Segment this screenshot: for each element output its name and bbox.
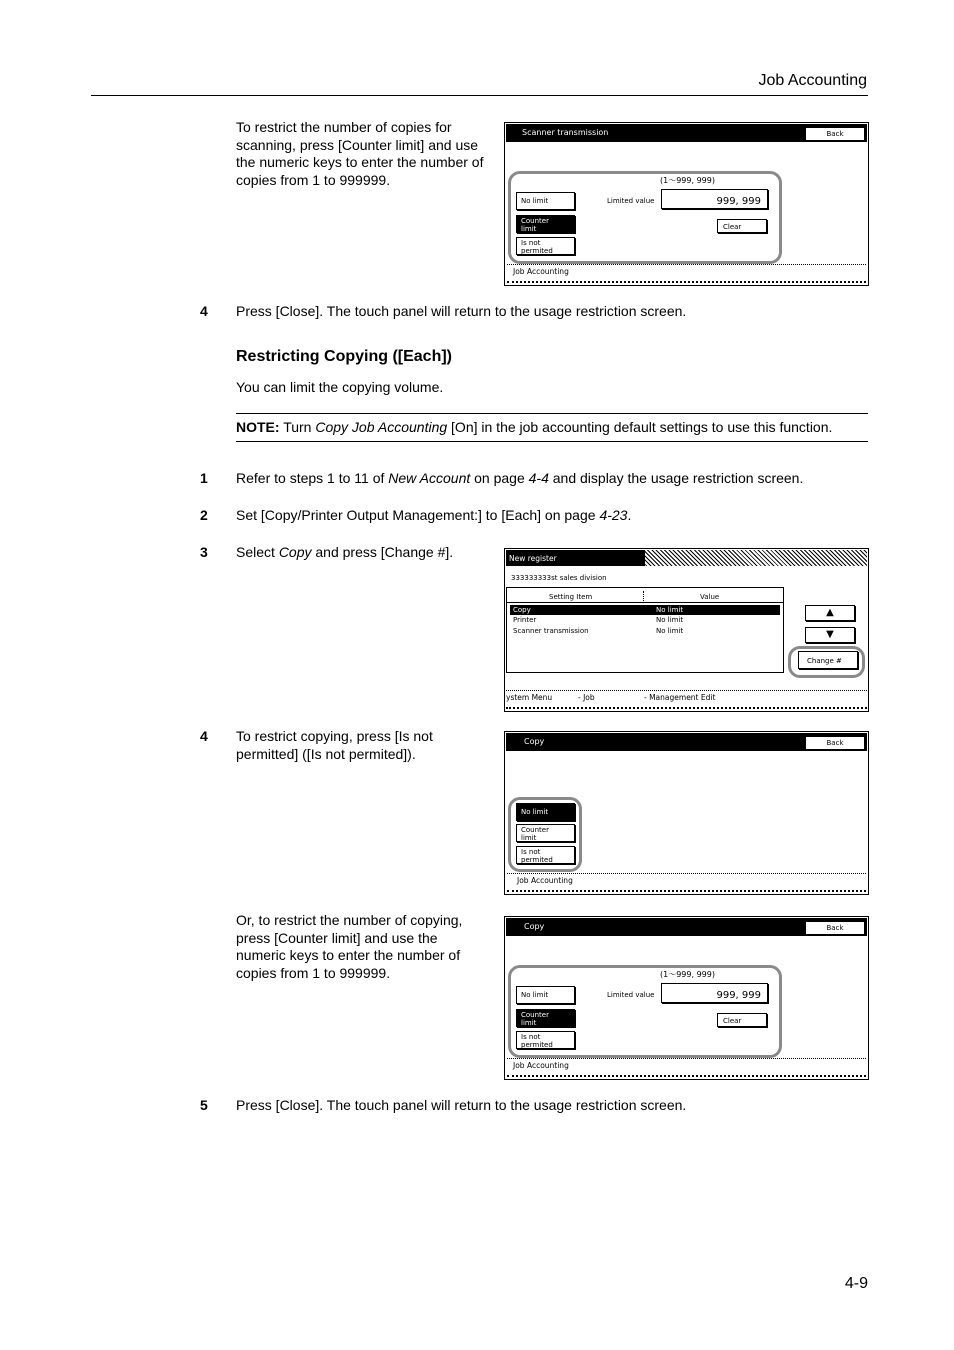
counter-limit-button[interactable]: [516, 215, 575, 233]
clear-button[interactable]: Clear: [717, 219, 767, 233]
note-top-rule: [236, 413, 868, 414]
not-permitted-label-2: permited: [521, 247, 553, 255]
step-number: 1: [200, 470, 208, 486]
counter-label-2: limit: [521, 1019, 537, 1027]
limited-value-field[interactable]: 999, 999: [661, 189, 768, 209]
step-text: [236, 544, 453, 562]
step-text: To restrict copying, press [Is not permitted] ([Is not permited]).: [236, 728, 433, 762]
step1-page: 4-4: [528, 470, 549, 486]
copy-limit-screen: [504, 916, 869, 1080]
not-permitted-label-1: Is not: [521, 239, 541, 247]
note-text-2: [On] in the job accounting default settings to use this function.: [447, 419, 833, 435]
limited-value-field[interactable]: 999, 999: [661, 983, 768, 1003]
step-text: [236, 470, 803, 488]
table-row[interactable]: [510, 615, 780, 625]
scanner-limit-screen: [504, 122, 869, 286]
col-header-value: Value: [700, 593, 720, 601]
not-permitted-label-1: Is not: [521, 848, 541, 856]
step1-post: and display the usage restriction screen.: [548, 470, 804, 486]
breadcrumb-item: - Management Edit: [644, 693, 716, 702]
row-value: No limit: [656, 606, 684, 614]
step-number: 4: [200, 303, 208, 319]
screen-footer: [507, 264, 866, 283]
clear-button[interactable]: Clear: [717, 1013, 767, 1027]
step1-link: New Account: [388, 470, 471, 486]
row-value: No limit: [656, 627, 684, 635]
screen-titlebar: [506, 124, 867, 142]
step2-post: .: [627, 507, 632, 523]
range-label: (1～999, 999): [660, 970, 715, 979]
footer-label: Job Accounting: [513, 1061, 569, 1070]
change-number-button[interactable]: Change #: [798, 651, 858, 669]
step1-mid: on page: [470, 470, 529, 486]
note-text-1: Turn: [279, 419, 316, 435]
screen-title: Scanner transmission: [522, 128, 609, 137]
is-not-permitted-button[interactable]: [516, 846, 575, 864]
counter-limit-button[interactable]: [516, 1009, 575, 1027]
section-intro: You can limit the copying volume.: [236, 379, 444, 395]
page-number: 4-9: [844, 1275, 868, 1292]
counter-label-1: Counter: [521, 1011, 549, 1019]
counter-label-1: Counter: [521, 217, 549, 225]
table-row[interactable]: [510, 605, 780, 615]
step3-pre: Select: [236, 544, 279, 560]
not-permitted-label-1: Is not: [521, 1033, 541, 1041]
screen-titlebar: [506, 918, 867, 936]
row-item: Scanner transmission: [513, 627, 589, 635]
screen-title: Copy: [524, 922, 545, 931]
row-item: Printer: [513, 616, 537, 624]
arrow-up-icon: ▲: [826, 607, 834, 618]
scroll-up-button[interactable]: [805, 605, 855, 621]
screen-title: Copy: [524, 737, 545, 746]
scanner-intro: To restrict the number of copies for scanning, press [Counter limit] and use the numeric keys to enter the number of copies from 1 to 999999.: [236, 119, 484, 188]
settings-table: [506, 587, 784, 673]
step3-em: Copy: [278, 544, 312, 560]
step-text: Press [Close]. The touch panel will return to the usage restriction screen.: [236, 1097, 687, 1113]
not-permitted-label-2: permited: [521, 1041, 553, 1049]
header-rule: [91, 95, 868, 96]
note-bottom-rule: [236, 441, 868, 442]
screen-footer: [507, 873, 866, 892]
breadcrumb: [506, 690, 867, 709]
note: [236, 419, 868, 437]
counter-label-2: limit: [521, 225, 537, 233]
step-text: [236, 507, 631, 525]
section-title: Restricting Copying ([Each]): [236, 348, 453, 365]
range-label: (1～999, 999): [660, 176, 715, 185]
header-rule: [507, 602, 783, 603]
limited-value-label: Limited value: [607, 991, 655, 999]
arrow-down-icon: ▼: [826, 629, 834, 640]
step2-page: 4-23: [599, 507, 628, 523]
step-number: 3: [200, 544, 208, 560]
division-label: 333333333st sales division: [511, 574, 607, 582]
is-not-permitted-button[interactable]: [516, 237, 575, 255]
is-not-permitted-button[interactable]: [516, 1031, 575, 1049]
note-label: NOTE:: [236, 419, 280, 435]
usage-restriction-screen: [504, 548, 869, 712]
footer-label: Job Accounting: [517, 876, 573, 885]
screen-footer: [507, 1058, 866, 1077]
col-header-setting: Setting Item: [549, 593, 593, 601]
screen-title: New register: [506, 550, 645, 566]
no-limit-button[interactable]: No limit: [516, 986, 575, 1004]
breadcrumb-item: - Job: [578, 693, 595, 702]
counter-label-2: limit: [521, 834, 537, 842]
step3-post: and press [Change #].: [311, 544, 454, 560]
scroll-down-button[interactable]: [805, 627, 855, 643]
back-button[interactable]: Back: [805, 921, 865, 935]
step-text: Press [Close]. The touch panel will return to the usage restriction screen.: [236, 303, 687, 319]
table-row[interactable]: [510, 626, 780, 636]
row-value: No limit: [656, 616, 684, 624]
limited-value-label: Limited value: [607, 197, 655, 205]
no-limit-button[interactable]: No limit: [516, 803, 575, 821]
step-number: 5: [200, 1097, 208, 1113]
step1-pre: Refer to steps 1 to 11 of: [236, 470, 389, 486]
step-number: 2: [200, 507, 208, 523]
not-permitted-label-2: permited: [521, 856, 553, 864]
note-emphasis: Copy Job Accounting: [315, 419, 448, 435]
counter-label-1: Counter: [521, 826, 549, 834]
row-item: Copy: [513, 606, 531, 614]
running-header: Job Accounting: [758, 72, 867, 89]
back-button[interactable]: Back: [805, 736, 865, 750]
breadcrumb-item: ystem Menu: [506, 693, 553, 702]
footer-label: Job Accounting: [513, 267, 569, 276]
no-limit-button[interactable]: No limit: [516, 192, 575, 210]
counter-limit-button[interactable]: [516, 824, 575, 842]
counter-limit-intro: Or, to restrict the number of copying, press [Counter limit] and use the numeric keys to enter the number of copies from 1 to 999999.: [236, 912, 463, 981]
screen-titlebar: [506, 733, 867, 751]
back-button[interactable]: Back: [805, 127, 865, 141]
step2-pre: Set [Copy/Printer Output Management:] to [Each] on page: [236, 507, 600, 523]
copy-restriction-screen: [504, 731, 869, 895]
step-number: 4: [200, 728, 208, 744]
